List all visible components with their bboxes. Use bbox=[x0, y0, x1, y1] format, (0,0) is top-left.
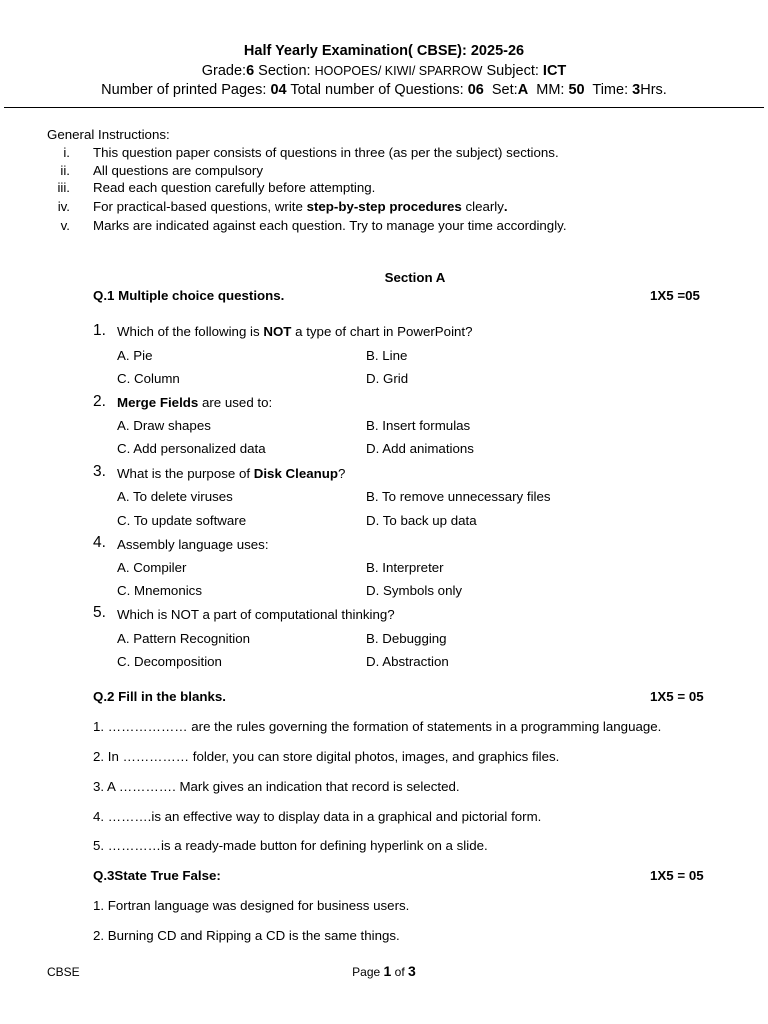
instruction-text-part: For practical-based questions, write bbox=[93, 199, 307, 214]
header-divider bbox=[4, 107, 764, 108]
time-value: 3 bbox=[632, 82, 641, 98]
option: B. To remove unnecessary files bbox=[366, 489, 551, 504]
option: C. Mnemonics bbox=[117, 583, 202, 598]
footer-board: CBSE bbox=[47, 965, 80, 979]
option: A. Pattern Recognition bbox=[117, 631, 251, 646]
instruction-text-part: clearly bbox=[461, 199, 504, 214]
pages-value: 04 bbox=[270, 82, 287, 98]
question-text-part: Which of the following is bbox=[117, 324, 264, 339]
question-bold-part: NOT bbox=[263, 324, 292, 339]
option: C. Add personalized data bbox=[117, 441, 266, 456]
pages-label: Number of printed Pages: bbox=[101, 82, 267, 98]
question-marks: 1X5 = 05 bbox=[650, 689, 704, 704]
questions-label: Total number of Questions: bbox=[290, 82, 464, 98]
question-text bbox=[117, 466, 345, 481]
instruction-text: This question paper consists of questions in three (as per the subject) sections. bbox=[93, 145, 559, 160]
option: C. Decomposition bbox=[117, 654, 222, 669]
question-marks: 1X5 =05 bbox=[650, 288, 700, 303]
option: D. Abstraction bbox=[366, 654, 449, 669]
page-word: Page bbox=[352, 965, 381, 979]
question-heading: Q.3State True False: bbox=[93, 868, 221, 883]
page-total: 3 bbox=[408, 963, 416, 979]
subject-label: Subject: bbox=[486, 63, 539, 79]
option: D. Add animations bbox=[366, 441, 474, 456]
fill-blank-item: 2. In …………… folder, you can store digital photos, images, and graphics files. bbox=[93, 749, 560, 764]
option: B. Line bbox=[366, 348, 408, 363]
option: B. Debugging bbox=[366, 631, 447, 646]
instruction-bold-part: step-by-step procedures bbox=[306, 199, 462, 214]
question-text-part: Which is NOT a part of computational thinking? bbox=[117, 607, 395, 622]
question-heading: Q.1 Multiple choice questions. bbox=[93, 288, 285, 303]
fill-blank-item: 1. ……………… are the rules governing the formation of statements in a programming language. bbox=[93, 719, 662, 734]
question-text bbox=[117, 537, 269, 552]
option: C. Column bbox=[117, 371, 180, 386]
section-label: Section: bbox=[258, 63, 311, 79]
option: D. Grid bbox=[366, 371, 409, 386]
option: A. Compiler bbox=[117, 560, 187, 575]
grade-section-subject-line bbox=[0, 63, 768, 79]
grade-value: 6 bbox=[246, 63, 255, 79]
time-unit: Hrs. bbox=[640, 82, 667, 98]
question-number: 3. bbox=[93, 463, 106, 480]
question-text bbox=[117, 324, 473, 339]
option: D. Symbols only bbox=[366, 583, 463, 598]
mm-label: MM: bbox=[536, 82, 565, 98]
page-current: 1 bbox=[383, 963, 392, 979]
option: A. To delete viruses bbox=[117, 489, 233, 504]
set-label: Set: bbox=[491, 82, 518, 98]
of-word: of bbox=[394, 965, 405, 979]
instruction-number: v. bbox=[60, 218, 70, 233]
instruction-text: Read each question carefully before attempting. bbox=[93, 180, 376, 195]
fill-blank-item: 5. …………is a ready-made button for defining hyperlink on a slide. bbox=[93, 838, 488, 853]
question-text bbox=[117, 395, 272, 410]
instruction-number: ii. bbox=[60, 163, 70, 178]
instruction-bold-part: . bbox=[503, 199, 508, 214]
question-number: 5. bbox=[93, 604, 106, 621]
question-text-part: a type of chart in PowerPoint? bbox=[291, 324, 473, 339]
question-marks: 1X5 = 05 bbox=[650, 868, 704, 883]
question-number: 4. bbox=[93, 534, 106, 551]
section-value: HOOPOES/ KIWI/ SPARROW bbox=[314, 64, 483, 78]
option: A. Pie bbox=[117, 348, 153, 363]
question-text bbox=[117, 607, 395, 622]
question-number: 2. bbox=[93, 393, 106, 410]
option: B. Interpreter bbox=[366, 560, 444, 575]
question-bold-part: Merge Fields bbox=[117, 395, 199, 410]
option: C. To update software bbox=[117, 513, 247, 528]
fill-blank-item: 3. A …………. Mark gives an indication that record is selected. bbox=[93, 779, 460, 794]
question-text-part: are used to: bbox=[198, 395, 273, 410]
option: D. To back up data bbox=[366, 513, 477, 528]
instructions-heading: General Instructions: bbox=[47, 127, 170, 142]
fill-blank-item: 4. ……….is an effective way to display data in a graphical and pictorial form. bbox=[93, 809, 542, 824]
grade-label: Grade: bbox=[201, 63, 247, 79]
instruction-number: i. bbox=[63, 145, 70, 160]
instruction-number: iii. bbox=[57, 180, 70, 195]
question-bold-part: Disk Cleanup bbox=[253, 466, 338, 481]
question-number: 1. bbox=[93, 322, 106, 339]
option: A. Draw shapes bbox=[117, 418, 211, 433]
option: B. Insert formulas bbox=[366, 418, 471, 433]
exam-title: Half Yearly Examination( CBSE): 2025-26 bbox=[243, 43, 525, 59]
subject-value: ICT bbox=[542, 63, 567, 79]
questions-value: 06 bbox=[467, 82, 484, 98]
mm-value: 50 bbox=[568, 82, 585, 98]
page-number bbox=[0, 963, 768, 979]
time-label: Time: bbox=[592, 82, 629, 98]
instruction-text: Marks are indicated against each question. Try to manage your time accordingly. bbox=[93, 218, 567, 233]
instruction-number: iv. bbox=[57, 199, 70, 214]
set-value: A bbox=[517, 82, 529, 98]
instruction-text bbox=[93, 199, 508, 214]
pages-questions-line bbox=[0, 82, 768, 98]
true-false-item: 2. Burning CD and Ripping a CD is the same things. bbox=[93, 928, 400, 943]
section-title: Section A bbox=[384, 270, 446, 285]
question-heading: Q.2 Fill in the blanks. bbox=[93, 689, 226, 704]
question-text-part: ? bbox=[338, 466, 346, 481]
instruction-text: All questions are compulsory bbox=[93, 163, 263, 178]
true-false-item: 1. Fortran language was designed for business users. bbox=[93, 898, 410, 913]
question-text-part: What is the purpose of bbox=[117, 466, 254, 481]
question-text-part: Assembly language uses: bbox=[117, 537, 269, 552]
